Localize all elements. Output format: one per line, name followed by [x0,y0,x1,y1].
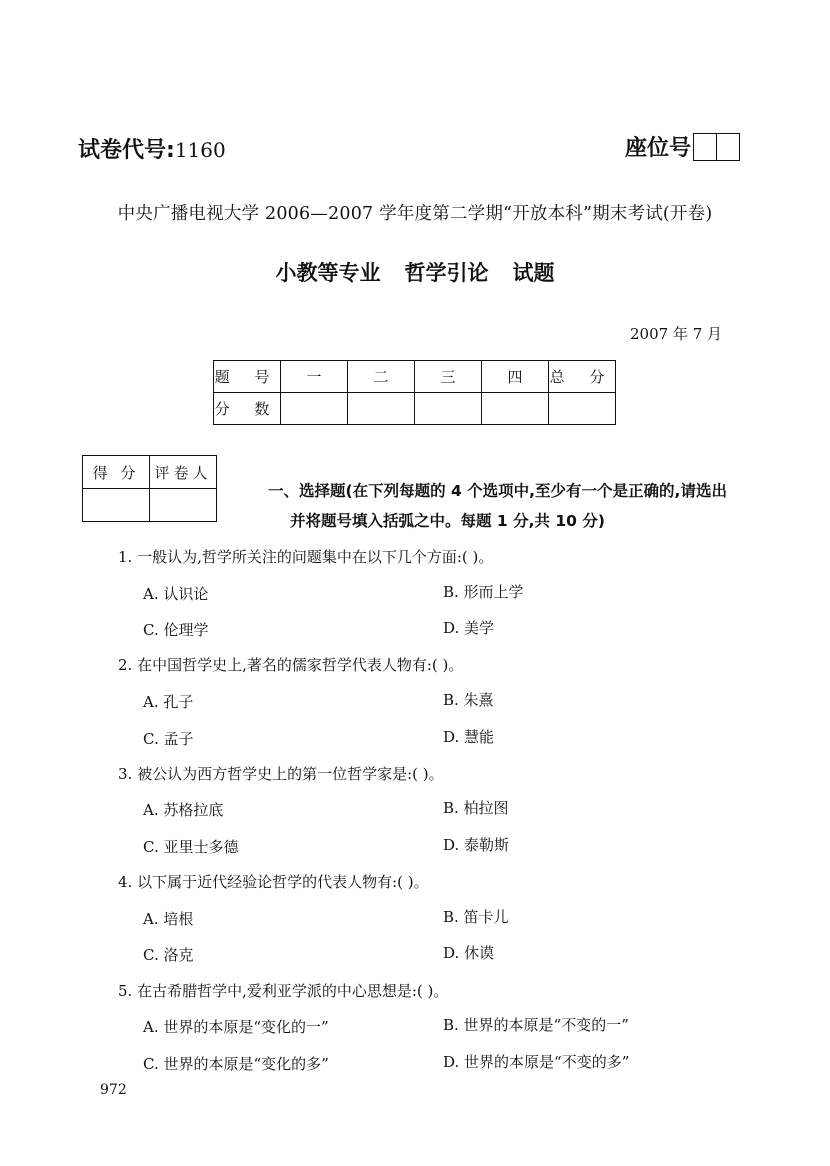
grader-name-cell [150,489,217,522]
question-option: C. 洛克 [143,946,194,964]
exam-code [78,133,226,164]
score-col-1: 一 [281,361,348,393]
score-col-4: 四 [482,361,549,393]
question-option: A. 世界的本原是“变化的一” [143,1018,329,1036]
score-table-header-row [214,361,616,393]
grader-score-label: 得 分 [83,456,150,489]
exam-code-label: 试卷代号: [78,138,175,163]
question-stem: 4. 以下属于近代经验论哲学的代表人物有:( )。 [118,873,429,891]
score-cell [549,393,616,425]
exam-date: 2007 年 7 月 [630,325,723,343]
exam-subtitle: 中央广播电视大学 2006—2007 学年度第二学期“开放本科”期末考试(开卷) [117,204,713,224]
question-option: C. 孟子 [143,730,194,748]
question-option: A. 认识论 [143,585,209,603]
seat-number [625,131,740,162]
question-stem: 2. 在中国哲学史上,著名的儒家哲学代表人物有:( )。 [118,656,464,674]
seat-label: 座位号 [625,136,692,161]
page-number: 972 [100,1082,127,1098]
question-option: B. 形而上学 [443,583,524,601]
score-cell [281,393,348,425]
question-option: B. 朱熹 [443,691,494,709]
score-col-2: 二 [348,361,415,393]
question-stem: 3. 被公认为西方哲学史上的第一位哲学家是:( )。 [118,765,444,783]
exam-code-value: 1160 [174,138,226,162]
question-option: A. 培根 [143,910,194,928]
score-cell [482,393,549,425]
title-major: 小教等专业 [275,261,381,285]
grader-table [82,455,217,522]
question-stem: 1. 一般认为,哲学所关注的问题集中在以下几个方面:( )。 [118,548,494,566]
question-option: D. 慧能 [443,728,495,746]
question-option: D. 世界的本原是“不变的多” [443,1053,630,1071]
question-option: A. 苏格拉底 [143,801,224,819]
grader-score-cell [83,489,150,522]
score-cell [415,393,482,425]
score-table-value-row [214,393,616,425]
question-option: A. 孔子 [143,693,194,711]
grader-name-label: 评卷人 [150,456,217,489]
question-option: D. 美学 [443,619,495,637]
score-col-total: 总 分 [549,361,616,393]
title-course: 哲学引论 [404,261,489,285]
section-1-heading-line1: 一、选择题(在下列每题的 4 个选项中,至少有一个是正确的,请选出 [268,482,727,500]
section-1-heading [268,476,727,536]
question-option: B. 世界的本原是“不变的一” [443,1016,629,1034]
question-option: D. 泰勒斯 [443,836,510,854]
title-type: 试题 [512,261,555,285]
score-col-label: 题 号 [214,361,281,393]
score-row-label: 分 数 [214,393,281,425]
question-option: C. 伦理学 [143,621,209,639]
section-1-heading-line2: 并将题号填入括弧之中。每题 1 分,共 10 分) [290,512,605,530]
question-option: D. 休谟 [443,944,495,962]
question-stem: 5. 在古希腊哲学中,爱利亚学派的中心思想是:( )。 [118,982,449,1000]
question-option: C. 亚里士多德 [143,838,239,856]
exam-title [0,257,830,287]
seat-boxes [693,133,740,161]
score-cell [348,393,415,425]
score-col-3: 三 [415,361,482,393]
question-option: B. 柏拉图 [443,799,509,817]
score-table [213,360,616,425]
question-option: B. 笛卡儿 [443,908,509,926]
question-option: C. 世界的本原是“变化的多” [143,1055,329,1073]
